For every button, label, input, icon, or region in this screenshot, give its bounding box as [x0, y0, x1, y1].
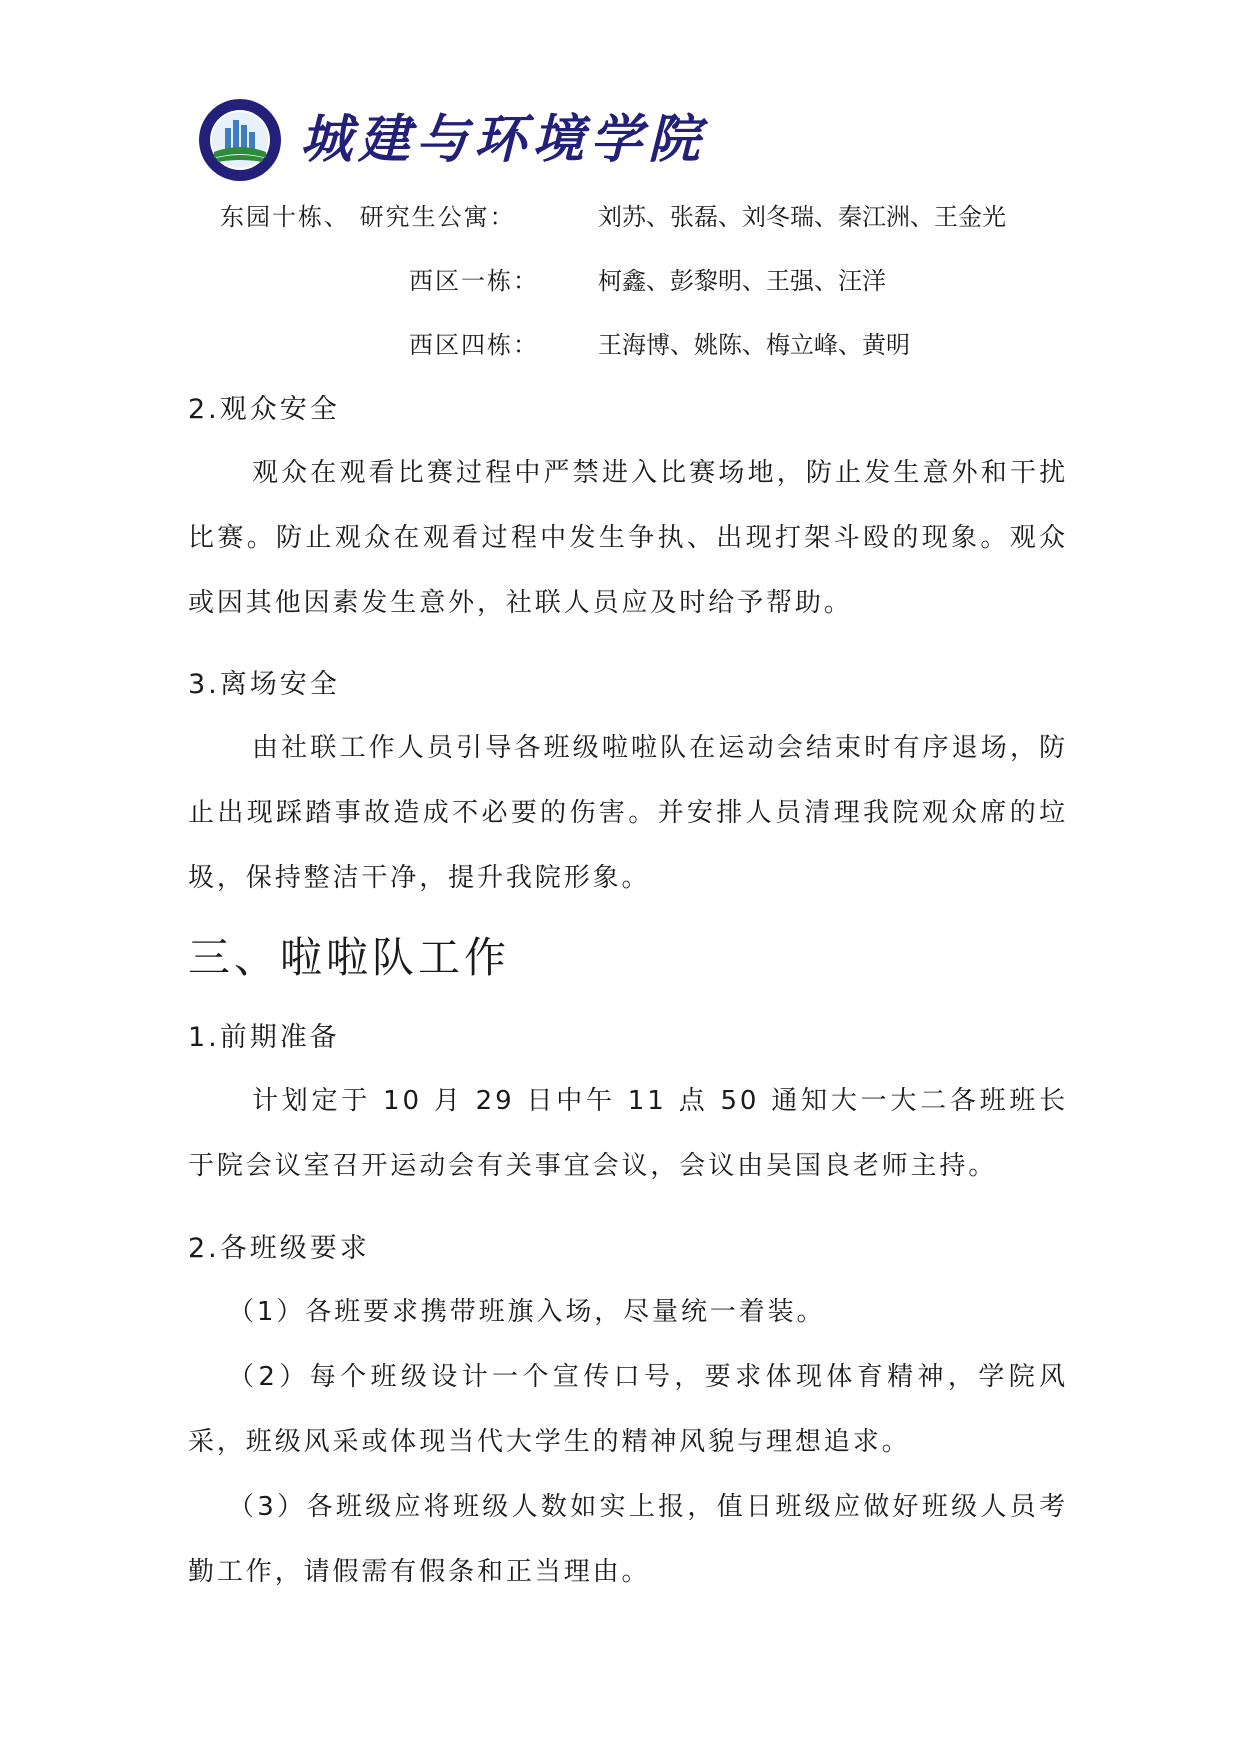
section-heading-audience-safety: 2.观众安全	[188, 394, 340, 425]
section-heading-preparation: 1.前期准备	[188, 1022, 340, 1053]
roster-names: 王海博、姚陈、梅立峰、黄明	[598, 331, 910, 359]
class-requirement-item: （1）各班要求携带班旗入场，尽量统一着装。	[228, 1297, 826, 1327]
roster-building-label: 西区一栋：	[409, 267, 539, 295]
chapter-title-cheerleading: 三、啦啦队工作	[188, 933, 511, 982]
paragraph-audience-safety: 观众在观看比赛过程中严禁进入比赛场地，防止发生意外和干扰比赛。防止观众在观看过程中发生争执、出现打架斗殴的现象。观众或因其他因素发生意外，社联人员应及时给予帮助。	[188, 458, 1068, 618]
roster-names: 刘苏、张磊、刘冬瑞、秦江洲、王金光	[598, 203, 1006, 231]
class-requirement-item: （2）每个班级设计一个宣传口号，要求体现体育精神，学院风采，班级风采或体现当代大学生的精神风貌与理想追求。	[188, 1362, 1068, 1457]
section-heading-exit-safety: 3.离场安全	[188, 669, 340, 700]
section-heading-class-requirements: 2.各班级要求	[188, 1233, 370, 1264]
paragraph-preparation: 计划定于 10 月 29 日中午 11 点 50 通知大一大二各班班长于院会议室召开运动会有关事宜会议，会议由吴国良老师主持。	[188, 1086, 1068, 1181]
roster-building-label: 西区四栋：	[409, 331, 539, 359]
college-seal-icon	[198, 98, 282, 182]
roster-building-label: 东园十栋、 研究生公寓：	[220, 203, 516, 231]
college-wordmark: 城建与环境学院	[300, 109, 707, 170]
paragraph-exit-safety: 由社联工作人员引导各班级啦啦队在运动会结束时有序退场，防止出现踩踏事故造成不必要的伤害。并安排人员清理我院观众席的垃圾，保持整洁干净，提升我院形象。	[188, 733, 1068, 893]
roster-names: 柯鑫、彭黎明、王强、汪洋	[598, 267, 886, 295]
class-requirement-item: （3）各班级应将班级人数如实上报，值日班级应做好班级人员考勤工作，请假需有假条和正当理由。	[188, 1492, 1068, 1587]
college-logo	[198, 100, 706, 180]
